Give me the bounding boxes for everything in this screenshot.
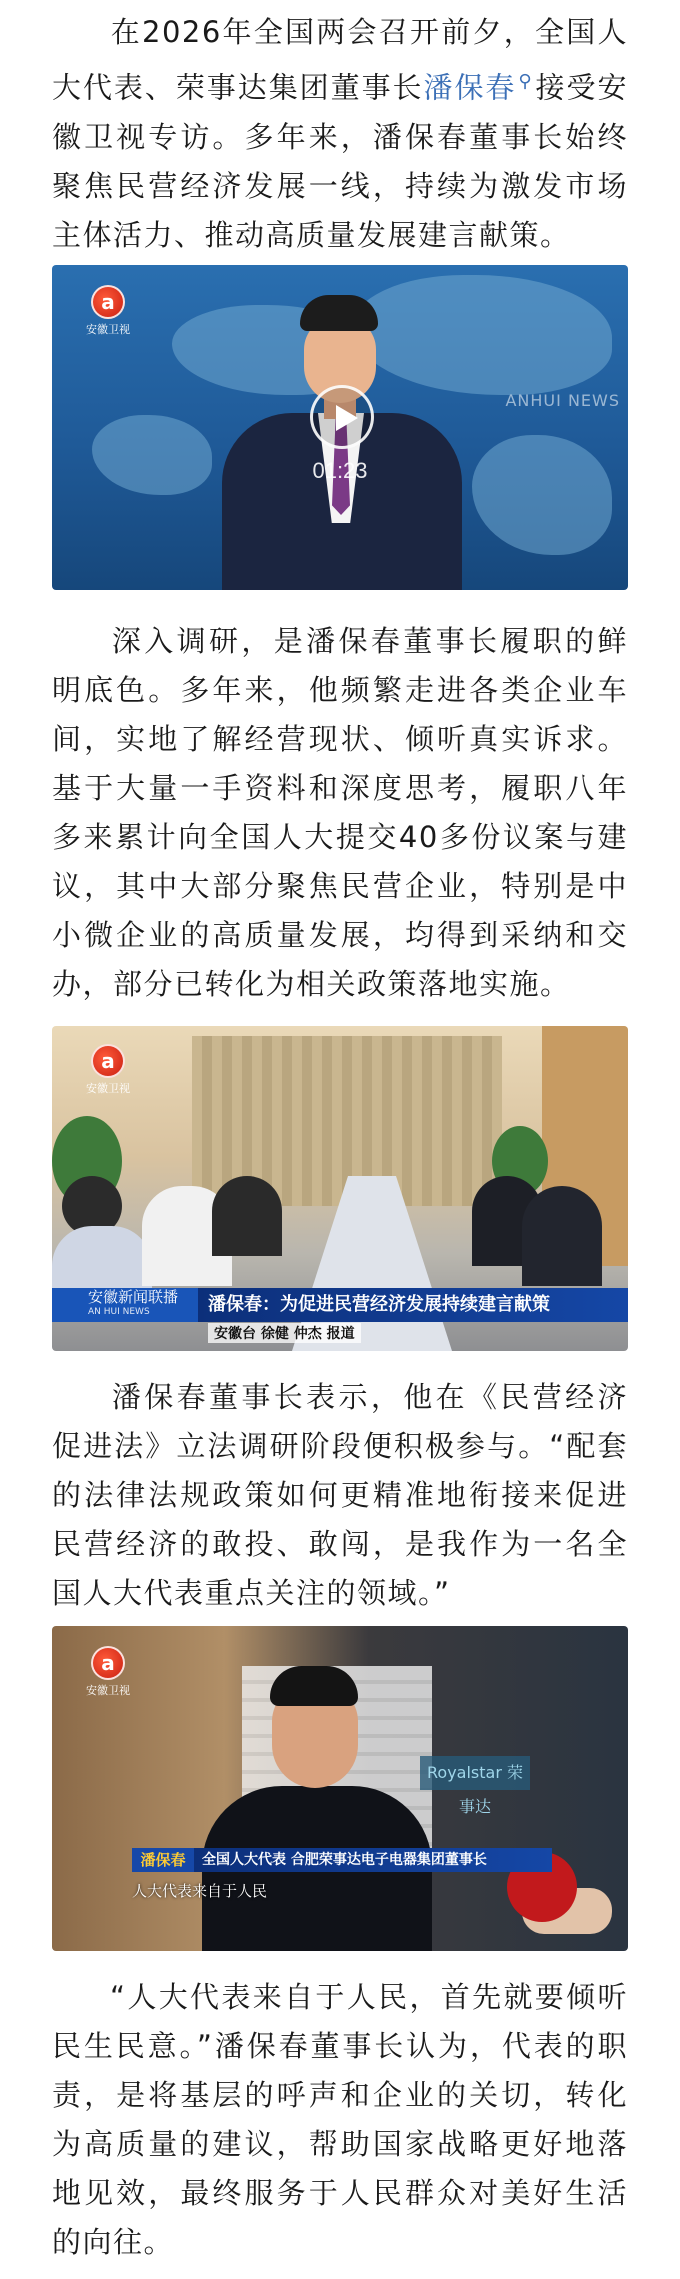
channel-logo	[82, 1646, 134, 1698]
attendee	[52, 1226, 152, 1296]
paragraph-legislation	[52, 1373, 628, 1618]
headline-bar: 潘保春：为促进民营经济发展持续建言献策	[198, 1288, 628, 1322]
news-photo-interview	[52, 1626, 628, 1951]
speaker-name: 潘保春	[132, 1848, 194, 1872]
program-tag	[52, 1288, 198, 1322]
intro-text-cont: 接受安徽卫视专访。多年来，潘保春董事长始终聚焦民营经济发展一线，持续为激发市场主体活力、推动高质量发展建言献策。	[52, 70, 628, 252]
video-duration: 01:23	[312, 458, 368, 483]
program-name: 安徽新闻联播	[88, 1288, 179, 1306]
interviewee	[202, 1666, 432, 1951]
paragraph-research	[52, 617, 628, 1009]
channel-logo	[82, 285, 134, 337]
paragraph-duty	[52, 1973, 628, 2267]
background-watermark: ANHUI NEWS	[505, 391, 620, 410]
map-land	[472, 435, 612, 555]
attendee	[522, 1186, 602, 1286]
channel-logo-icon: a	[91, 1646, 125, 1680]
video-subtitle: 人大代表来自于人民	[132, 1882, 268, 1900]
news-lower-third	[52, 1288, 628, 1322]
interview-lower-third	[132, 1848, 552, 1872]
legislation-text: 潘保春董事长表示，他在《民营经济促进法》立法调研阶段便积极参与。“配套的法律法规政策如何更精准地衔接来促进民营经济的敢投、敢闯，是我作为一名全国人大代表重点关注的领域。”	[52, 1380, 628, 1610]
channel-logo	[82, 1044, 134, 1096]
paragraph-intro	[52, 8, 628, 260]
attendee	[212, 1176, 282, 1256]
speaker-title: 全国人大代表 合肥荣事达电子电器集团董事长	[194, 1848, 552, 1872]
play-button[interactable]	[310, 385, 374, 449]
channel-logo-text: 安徽卫视	[86, 1082, 130, 1095]
program-name-en: AN HUI NEWS	[88, 1307, 150, 1317]
video-player[interactable]	[52, 265, 628, 590]
play-icon	[336, 405, 358, 431]
research-text: 深入调研，是潘保春董事长履职的鲜明底色。多年来，他频繁走进各类企业车间，实地了解经营现状、倾听真实诉求。基于大量一手资料和深度思考，履职八年多来累计向全国人大提交40多份议案与建议，其中大部分聚焦民营企业，特别是中小微企业的高质量发展，均得到采纳和交办，部分已转化为相关政策落地实施。	[52, 624, 628, 1001]
brand-sign: Royalstar 荣事达	[420, 1756, 530, 1790]
channel-logo-text: 安徽卫视	[86, 323, 130, 336]
channel-logo-icon: a	[91, 1044, 125, 1078]
person-link[interactable]: 潘保春	[423, 70, 517, 105]
channel-logo-icon: a	[91, 285, 125, 319]
intro-text: 在2026年全国两会召开前夕，全国人大代表、荣事达集团董事长	[52, 15, 628, 105]
news-photo-meeting	[52, 1026, 628, 1351]
channel-logo-text: 安徽卫视	[86, 1684, 130, 1697]
report-credit: 安徽台 徐健 仲杰 报道	[208, 1323, 361, 1343]
duty-text: “人大代表来自于人民，首先就要倾听民生民意。”潘保春董事长认为，代表的职责，是将基层的呼声和企业的关切，转化为高质量的建议，帮助国家战略更好地落地见效，最终服务于人民群众对美好生活的向往。	[52, 1980, 628, 2259]
search-icon[interactable]: ⚲	[518, 71, 534, 92]
